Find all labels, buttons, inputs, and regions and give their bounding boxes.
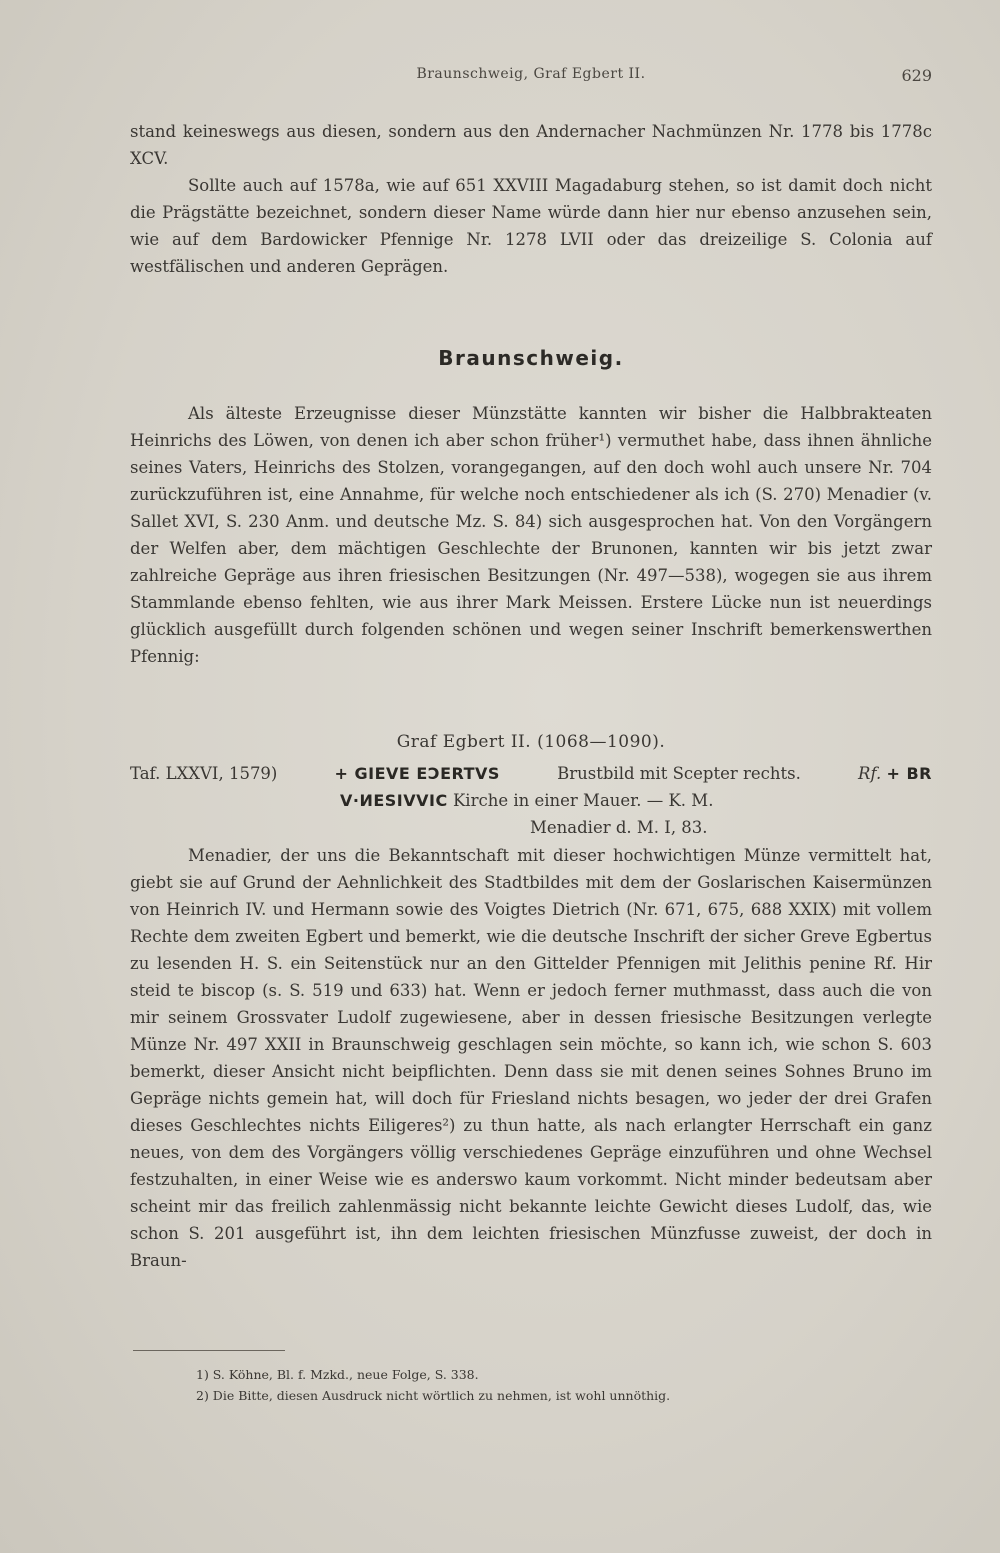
footnotes [196, 1364, 896, 1406]
coin-entry [130, 760, 932, 841]
text-block-discussion [130, 842, 932, 1274]
plate-reference: Taf. LXXVI, 1579) [130, 764, 278, 783]
obverse-legend: + GIEVE EƆERTVS [334, 764, 500, 783]
paragraph: Als älteste Erzeugnisse dieser Münzstätte kannten wir bisher die Halbbrakteaten Heinrichs des Löwen, von denen ich aber schon früher¹) vermuthet habe, dass ihnen ähnliche seines Vaters, Heinrichs des Stolzen, vorangegangen, auf den doch wohl auch unsere Nr. 704 zurückzuführen ist, eine Annahme, für welche noch entschiedener als ich (S. 270) Menadier (v. Sallet XVI, S. 230 Anm. und deutsche Mz. S. 84) sich ausgesprochen hat. Von den Vorgängern der Welfen aber, dem mächtigen Geschlechte der Brunonen, kannten wir bis jetzt zwar zahlreiche Gepräge aus ihren friesischen Besitzungen (Nr. 497—538), wogegen sie aus ihrem Stammlande ebenso fehlten, wie aus ihrer Mark Meissen. Erstere Lücke nun ist neuerdings glücklich ausgefüllt durch folgenden schönen und wegen seiner Inschrift bemerkenswerthen Pfennig: [130, 404, 932, 666]
reverse-description: Kirche in einer Mauer. — K. M. [452, 791, 714, 810]
paragraph: Menadier, der uns die Bekanntschaft mit dieser hochwichtigen Münze vermittelt hat, giebt sie auf Grund der Aehnlichkeit des Stadtbildes mit dem der Goslarischen Kaisermünzen von Heinrich IV. und Hermann sowie des Voigtes Dietrich (Nr. 671, 675, 688 XXIX) mit vollem Rechte dem zweiten Egbert und bemerkt, wie die deutsche Inschrift der sicher Greve Egbertus zu lesenden H. S. ein Seitenstück nur an den Gittelder Pfennigen mit Jelithis penine Rf. Hir steid te biscop (s. S. 519 und 633) hat. Wenn er jedoch ferner muthmasst, dass auch die von mir seinem Grossvater Ludolf zugewiesene, aber in dessen friesische Besitzungen verlegte Münze Nr. 497 XXII in Braunschweig geschlagen sein möchte, so kann ich, wie schon S. 603 bemerkt, dieser Ansicht nicht beipflichten. Denn dass sie mit denen seines Sohnes Bruno im Gepräge nichts gemein hat, will doch für Friesland nichts besagen, wo jeder der drei Grafen dieses Geschlechtes nichts Eiligeres²) zu thun hatte, als nach erlangter Herrschaft ein ganz neues, von dem des Vorgängers völlig verschiedenes Gepräge einzuführen und ohne Wechsel festzuhalten, in einer Weise wie es anderswo kaum vorkommt. Nicht minder bedeutsam aber scheint mir das freilich zahlenmässig nicht bekannte leichte Gewicht dieses Ludolf, das, wie schon S. 201 ausgeführt ist, ihn dem leichten friesischen Münzfusse zuweist, der doch in Braun- [130, 846, 932, 1270]
literature-reference: Menadier d. M. I, 83. [530, 818, 708, 837]
page-number: 629 [901, 66, 932, 85]
footnote: 2) Die Bitte, diesen Ausdruck nicht wörtlich zu nehmen, ist wohl unnöthig. [196, 1388, 671, 1403]
running-head: Braunschweig, Graf Egbert II. [416, 66, 646, 82]
subheading: Graf Egbert II. (1068—1090). [396, 732, 666, 752]
text-block-intro [130, 118, 932, 280]
paragraph: Sollte auch auf 1578a, wie auf 651 XXVIII Magadaburg stehen, so ist damit doch nicht die Prägstätte bezeichnet, sondern dieser Name würde dann hier nur ebenso anzusehen sein, wie auf dem Bardowicker Pfennige Nr. 1278 LVII oder das dreizeilige S. Colonia auf westfälischen und anderen Geprägen. [130, 176, 932, 276]
reverse-legend-start: + BR [886, 764, 932, 783]
paragraph: stand keineswegs aus diesen, sondern aus den Andernacher Nachmünzen Nr. 1778 bis 1778c XCV. [130, 122, 932, 168]
reverse-legend-end: V·ИESIVVIC [340, 791, 448, 810]
page-header [130, 66, 932, 88]
obverse-description: Brustbild mit Scepter rechts. [557, 764, 801, 783]
footnote-divider [133, 1350, 285, 1351]
reverse-marker: Rf. [858, 764, 882, 783]
text-block-braunschweig [130, 400, 932, 670]
section-heading: Braunschweig. [438, 346, 624, 370]
footnote: 1) S. Köhne, Bl. f. Mzkd., neue Folge, S. 338. [196, 1367, 479, 1382]
